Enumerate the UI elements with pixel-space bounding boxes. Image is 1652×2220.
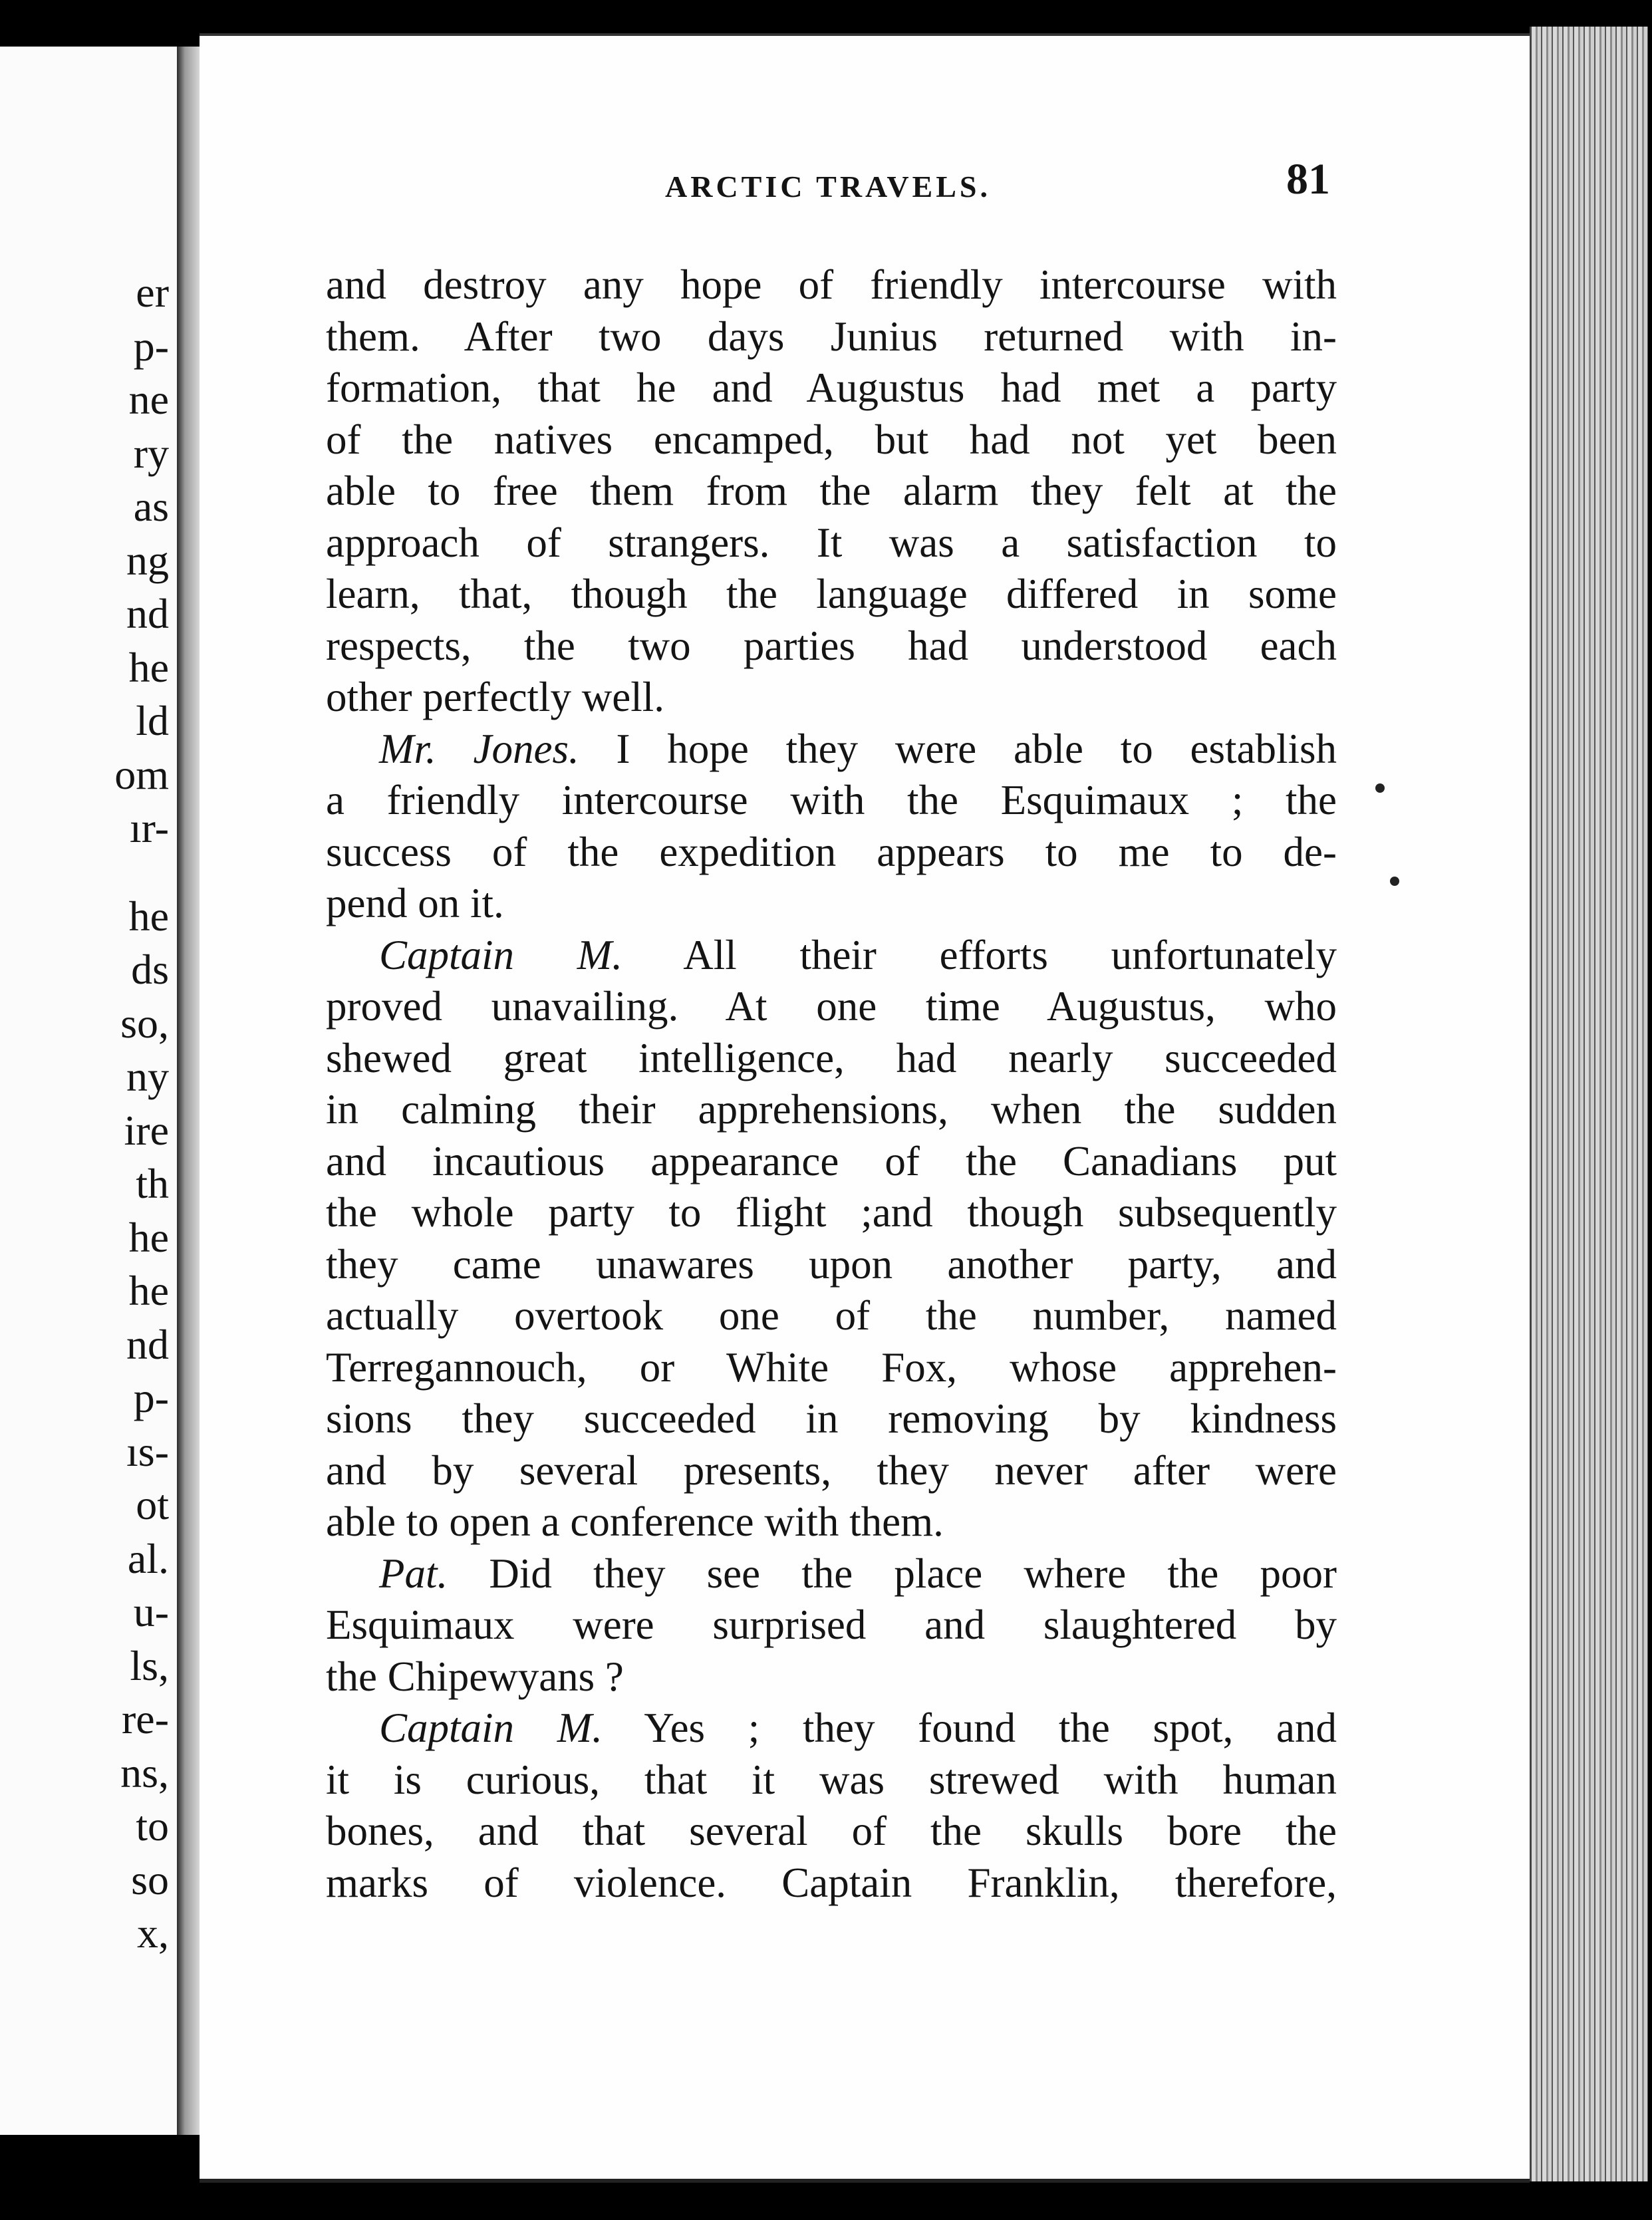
facing-line-end: ns, xyxy=(120,1748,169,1796)
facing-line-end: ot xyxy=(136,1481,169,1528)
facing-line-end: so xyxy=(131,1856,169,1903)
facing-line-end: th xyxy=(136,1160,169,1207)
facing-line-end: he xyxy=(128,643,169,691)
paragraph xyxy=(326,1548,1337,1703)
text-line: and destroy any hope of friendly intercourse with xyxy=(326,261,1337,308)
speech-text: I hope they were able to establish xyxy=(616,725,1337,772)
speaker-name: Captain M. xyxy=(379,1705,603,1751)
text-line: Terregannouch, or White Fox, whose apprehen- xyxy=(326,1343,1337,1391)
facing-line-end: p- xyxy=(133,1374,169,1421)
facing-page-line-endings xyxy=(0,266,178,1961)
text-line: in calming their apprehensions, when the sudden xyxy=(326,1086,1337,1133)
speaker-name: Pat. xyxy=(379,1550,448,1597)
ink-speck xyxy=(1375,783,1385,793)
text-line: able to free them from the alarm they felt at the xyxy=(326,468,1337,514)
text-line: they came unawares upon another party, and xyxy=(326,1240,1337,1288)
ink-speck xyxy=(1390,877,1399,886)
speech-text: Did they see the place where the poor xyxy=(489,1550,1337,1597)
facing-line-end: ire xyxy=(124,1106,169,1154)
facing-line-end: nd xyxy=(126,1320,169,1368)
facing-line-end: ne xyxy=(128,376,169,423)
text-line: and by several presents, they never after were xyxy=(326,1447,1337,1494)
facing-line-end: er xyxy=(136,269,169,316)
text-line: the whole party to flight ;and though subsequently xyxy=(326,1189,1337,1236)
page-edges xyxy=(1530,27,1648,2181)
text-line: proved unavailing. At one time Augustus, who xyxy=(326,983,1337,1030)
facing-line-end: om xyxy=(114,750,169,798)
text-line: success of the expedition appears to me to de- xyxy=(326,828,1337,875)
facing-line-end: so, xyxy=(120,999,169,1047)
facing-line-end: re- xyxy=(121,1695,169,1742)
text-line: actually overtook one of the number, named xyxy=(326,1292,1337,1339)
facing-page-fragment xyxy=(0,47,182,2135)
text-line: of the natives encamped, but had not yet been xyxy=(326,416,1337,463)
text-line: Esquimaux were surprised and slaughtered by xyxy=(326,1601,1337,1648)
facing-line-end: al. xyxy=(127,1534,169,1582)
text-line: other perfectly well. xyxy=(326,674,665,720)
facing-line-end: ır- xyxy=(129,804,169,851)
facing-line-end: ıs- xyxy=(126,1427,169,1475)
speaker-name: Captain M. xyxy=(379,931,622,978)
text-line: able to open a conference with them. xyxy=(326,1498,944,1545)
speech-text: All their efforts unfortunately xyxy=(683,931,1337,978)
facing-line-end: he xyxy=(128,1213,169,1261)
speech-text: Yes ; they found the spot, and xyxy=(644,1705,1337,1751)
running-title: ARCTIC TRAVELS. xyxy=(665,170,991,204)
facing-line-end: x, xyxy=(137,1909,169,1957)
text-line: them. After two days Junius returned with in- xyxy=(326,313,1337,360)
facing-line-end: p- xyxy=(133,322,169,370)
facing-line-end: ng xyxy=(126,536,169,584)
text-line: it is curious, that it was strewed with human xyxy=(326,1756,1337,1803)
text-line: a friendly intercourse with the Esquimaux ; the xyxy=(326,777,1337,823)
text-line: approach of strangers. It was a satisfaction to xyxy=(326,519,1337,566)
facing-line-end: ny xyxy=(126,1053,169,1100)
speaker-name: Mr. Jones. xyxy=(379,725,579,772)
body-text xyxy=(326,259,1337,1909)
text-line xyxy=(326,930,1337,982)
text-line: formation, that he and Augustus had met a party xyxy=(326,364,1337,411)
running-header xyxy=(200,154,1330,214)
text-line xyxy=(326,724,1337,775)
facing-line-end: nd xyxy=(126,590,169,637)
paragraph xyxy=(326,1703,1337,1909)
facing-line-end: he xyxy=(128,892,169,940)
page-number: 81 xyxy=(1286,155,1330,204)
text-line: pend on it. xyxy=(326,880,504,926)
facing-line-end: he xyxy=(128,1267,169,1314)
facing-line-end: ds xyxy=(131,946,169,993)
paragraph xyxy=(326,724,1337,930)
text-line: bones, and that several of the skulls bore the xyxy=(326,1808,1337,1854)
text-line: and incautious appearance of the Canadians put xyxy=(326,1137,1337,1184)
facing-line-end: u- xyxy=(133,1588,169,1635)
facing-line-end: to xyxy=(136,1802,169,1850)
facing-line-end: ld xyxy=(136,697,169,744)
paragraph xyxy=(326,259,1337,724)
facing-line-end: ls, xyxy=(130,1641,169,1689)
text-line xyxy=(326,1548,1337,1600)
paragraph xyxy=(326,930,1337,1548)
text-line: learn, that, though the language differed in some xyxy=(326,571,1337,617)
text-line: respects, the two parties had understood each xyxy=(326,622,1337,669)
facing-line-end: as xyxy=(133,483,169,530)
text-line: the Chipewyans ? xyxy=(326,1653,624,1700)
text-line: shewed great intelligence, had nearly succeeded xyxy=(326,1034,1337,1081)
facing-line-end: ry xyxy=(133,429,169,477)
text-line: marks of violence. Captain Franklin, therefore, xyxy=(326,1859,1337,1906)
text-line xyxy=(326,1703,1337,1754)
text-line: sions they succeeded in removing by kindness xyxy=(326,1395,1337,1442)
